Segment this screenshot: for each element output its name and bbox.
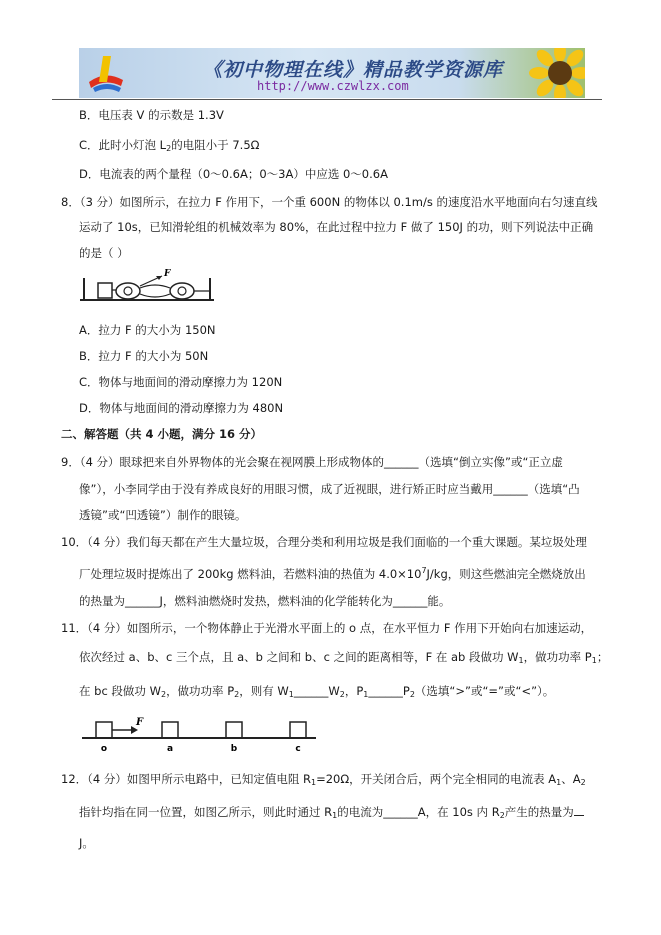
q8-stem-line2: 运动了 10s，已知滑轮组的机械效率为 80%，在此过程中拉力 F 做了 150J 的功，则下列说法中正确 <box>79 220 594 234</box>
q8-option-b: B．拉力 F 的大小为 50N <box>79 349 209 363</box>
header-rule <box>52 99 602 100</box>
q10-line2: 厂处理垃圾时提炼出了 200kg 燃料油，若燃料油的热值为 $4.0\times 10^7J/kg$，则这些燃油完全燃烧放出 <box>79 566 586 581</box>
q8-option-c: C．物体与地面间的滑动摩擦力为 120N <box>79 375 283 389</box>
q11-point-b: b <box>230 744 238 754</box>
q8-stem-line1: 8．（3 分）如图所示，在拉力 F 作用下，一个重 600N 的物体以 0.1m/s 的速度沿水平地面向右匀速直线 <box>61 195 598 209</box>
sunflower-icon <box>529 48 585 98</box>
q11-line2: 依次经过 a、b、c 三个点，且 a、b 之间和 b、c 之间的距离相等，F 在 ab 段做功 $W_1$，做功功率 $P_1$； <box>79 650 609 665</box>
q7-option-b: B．电压表 V 的示数是 1.3V <box>79 108 224 122</box>
q8-force-label: F <box>164 269 171 279</box>
q9-line2: 像”），小李同学由于没有养成良好的用眼习惯，成了近视眼，进行矫正时应当戴用______（选填“凸 <box>79 482 580 496</box>
q10-line1: 10．（4 分）我们每天都在产生大量垃圾，合理分类和利用垃圾是我们面临的一个重大课题。某垃圾处理 <box>61 535 587 549</box>
q8-stem-line3: 的是（ ） <box>79 246 129 260</box>
q8-pulley-figure <box>80 268 214 304</box>
q7-option-c: C．此时小灯泡 $L_2$的电阻小于 7.5Ω <box>79 138 260 153</box>
banner-url[interactable]: http://www.czwlzx.com <box>257 79 409 93</box>
q11-motion-figure <box>82 712 316 754</box>
q12-line1: 12．（4 分）如图甲所示电路中，已知定值电阻 $R_1=20\Omega$，开关闭合后，两个完全相同的电流表 $A_1$、$A_2$ <box>61 772 586 787</box>
q9-line1: 9．（4 分）眼球把来自外界物体的光会聚在视网膜上形成物体的______（选填“倒立实像”或“正立虚 <box>61 455 563 469</box>
q11-line1: 11．（4 分）如图所示，一个物体静止于光滑水平面上的 o 点，在水平恒力 F 作用下开始向右加速运动， <box>61 621 593 635</box>
q9-line3: 透镜”或“凹透镜”）制作的眼镜。 <box>79 508 247 522</box>
q11-point-o: o <box>100 744 108 754</box>
logo-icon <box>85 52 127 94</box>
section-2-title: 二、解答题（共 4 小题，满分 16 分） <box>61 427 263 441</box>
q10-line3: 的热量为______J，燃料油燃烧时发热，燃料油的化学能转化为______能。 <box>79 594 451 608</box>
q12-line3: J。 <box>79 836 94 850</box>
q11-force-label: F <box>136 717 144 728</box>
q7-option-d: D．电流表的两个量程（0～0.6A；0～3A）中应选 0～0.6A <box>79 167 388 181</box>
q8-option-a: A．拉力 F 的大小为 150N <box>79 323 216 337</box>
q12-line2: 指针均指在同一位置，如图乙所示，则此时通过 $R_1$的电流为______A，在 10s 内 $R_2$产生的热量为 <box>79 804 584 824</box>
banner-title: 《初中物理在线》精品教学资源库 <box>203 59 504 81</box>
q8-option-d: D．物体与地面间的滑动摩擦力为 480N <box>79 401 284 415</box>
header-banner <box>79 48 585 98</box>
q11-point-a: a <box>166 744 174 754</box>
q11-line3: 在 bc 段做功 $W_2$，做功功率 $P_2$，则有 $W_1\_\_\_\_\_\_W_2$，$P_1\_\_\_\_\_\_P_2$（选填“>”或“=”或“<”）。 <box>79 684 555 699</box>
q11-point-c: c <box>295 744 301 754</box>
